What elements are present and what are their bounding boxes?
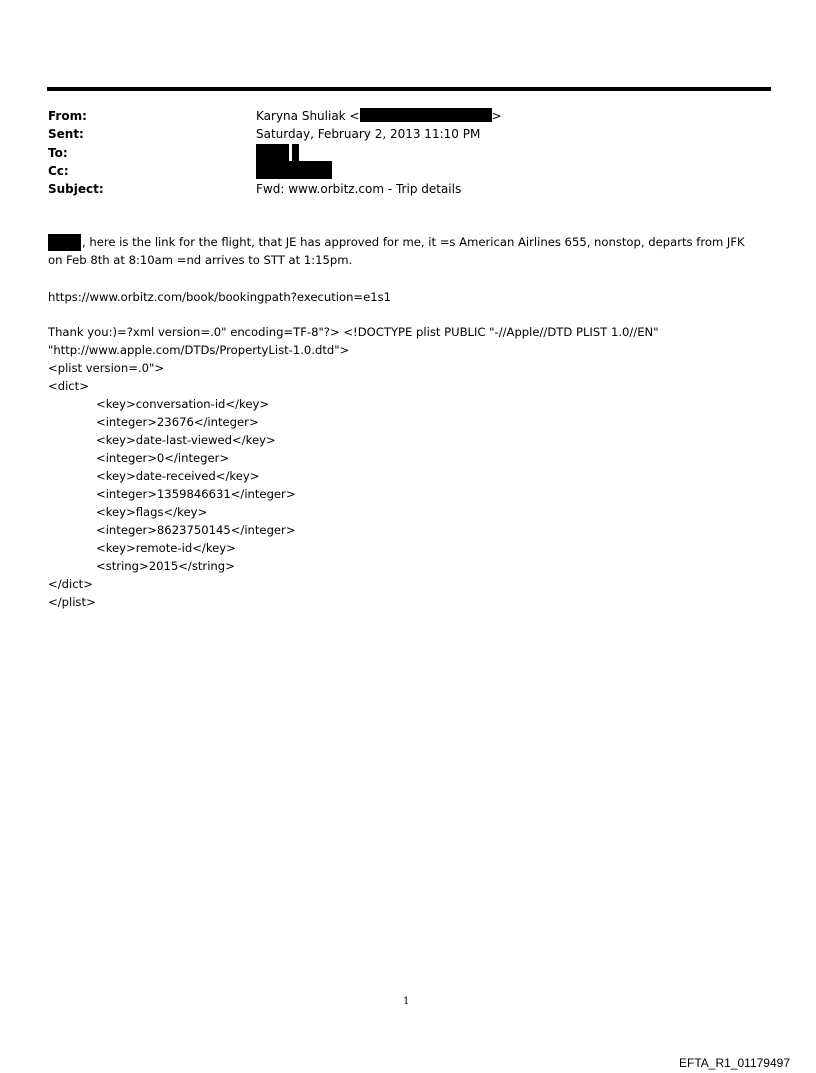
dict-line: <key>date-received</key>: [96, 469, 260, 483]
dict-line: <integer>1359846631</integer>: [96, 487, 296, 501]
to-redaction-2: [292, 144, 299, 162]
dict-open: <dict>: [48, 379, 89, 393]
to-redaction-1: [256, 144, 289, 162]
body-line-2: on Feb 8th at 8:10am =nd arrives to STT at 1:15pm.: [48, 253, 353, 267]
plist-close: </plist>: [48, 595, 96, 609]
dict-line: <key>conversation-id</key>: [96, 397, 270, 411]
booking-link-text: https://www.orbitz.com/book/bookingpath?execution=e1s1: [48, 290, 392, 304]
cc-redaction: [256, 161, 332, 179]
from-suffix: >: [491, 109, 502, 123]
bates-number: EFTA_R1_01179497: [679, 1056, 790, 1070]
dict-line: <key>remote-id</key>: [96, 541, 236, 555]
plist-open: <plist version=.0">: [48, 361, 165, 375]
from-name: Karyna Shuliak <: [256, 109, 360, 123]
to-label: To:: [48, 146, 68, 160]
thanks-line-1: Thank you:)=?xml version=.0" encoding=TF-8"?> <!DOCTYPE plist PUBLIC "-//Apple//DTD PLIST 1.0//EN": [48, 325, 659, 339]
dict-line: <string>2015</string>: [96, 559, 235, 573]
body-line-1: , here is the link for the flight, that JE has approved for me, it =s American Airlines 655, nonstop, departs from JFK: [82, 235, 745, 249]
recipient-name-redaction: [48, 234, 81, 251]
dict-line: <integer>0</integer>: [96, 451, 230, 465]
subject-value: Fwd: www.orbitz.com - Trip details: [256, 182, 462, 196]
subject-label: Subject:: [48, 182, 104, 196]
dict-line: <key>flags</key>: [96, 505, 208, 519]
thanks-line-2: "http://www.apple.com/DTDs/PropertyList-1.0.dtd">: [48, 343, 350, 357]
sent-label: Sent:: [48, 127, 84, 141]
from-value: [256, 108, 502, 124]
dict-close: </dict>: [48, 577, 93, 591]
dict-line: <key>date-last-viewed</key>: [96, 433, 276, 447]
dict-line: <integer>23676</integer>: [96, 415, 259, 429]
header-rule: [47, 87, 771, 91]
from-email-redaction: [360, 108, 492, 122]
from-label: From:: [48, 109, 87, 123]
sent-value: Saturday, February 2, 2013 11:10 PM: [256, 127, 481, 141]
page-number: 1: [403, 996, 410, 1007]
cc-label: Cc:: [48, 164, 69, 178]
dict-line: <integer>8623750145</integer>: [96, 523, 296, 537]
